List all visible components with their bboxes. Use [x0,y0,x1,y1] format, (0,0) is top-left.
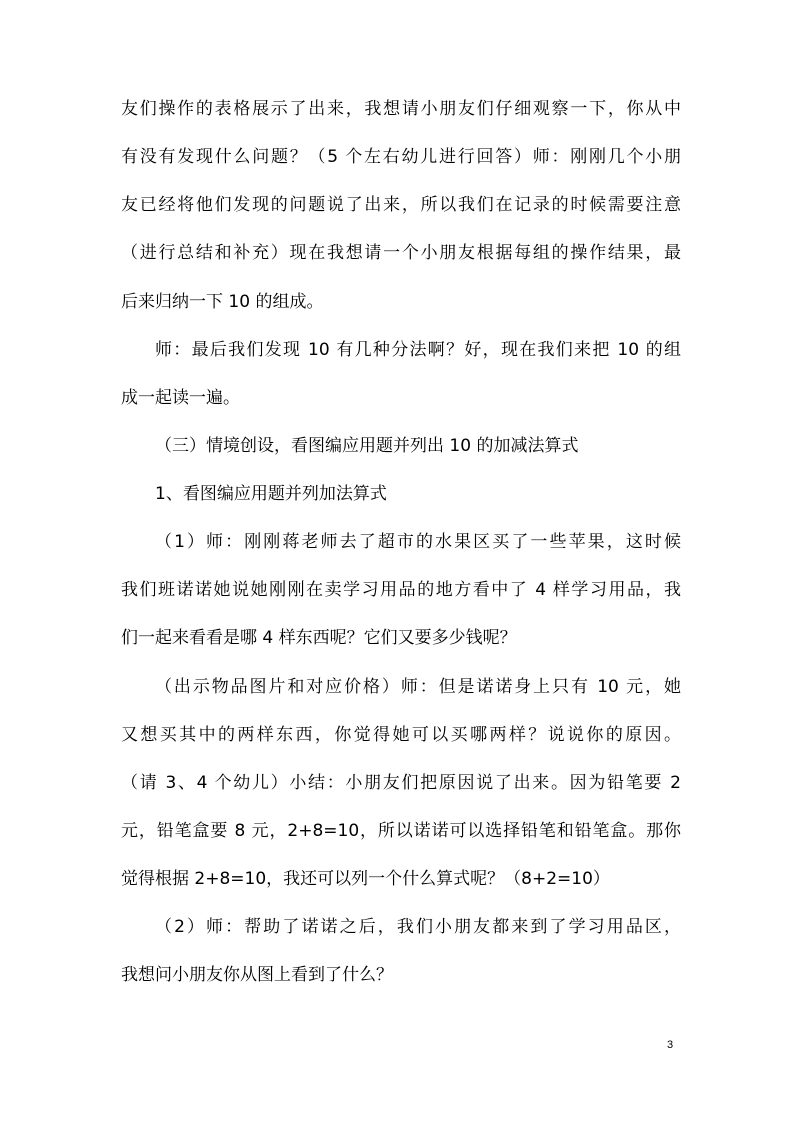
text-line: 成一起读一遍。 [121,388,240,408]
text-line: （1）师：刚刚蒋老师去了超市的水果区买了一些苹果，这时候 [155,532,681,552]
text-line: （进行总结和补充）现在我想请一个小朋友根据每组的操作结果，最 [121,243,681,263]
text-line: （请 3、4 个幼儿）小结：小朋友们把原因说了出来。因为铅笔要 2 [121,773,681,793]
text-line: 们一起来看看是哪 4 样东西呢？它们又要多少钱呢？ [121,628,517,648]
text-line: 觉得根据 2+8=10，我还可以列一个什么算式呢？（8+2=10） [121,869,610,889]
text-line: 有没有发现什么问题？（5 个左右幼儿进行回答）师：刚刚几个小朋 [121,147,681,167]
text-line: （2）师：帮助了诺诺之后，我们小朋友都来到了学习用品区， [155,917,681,937]
section-heading: （三）情境创设，看图编应用题并列出 10 的加减法算式 [155,436,579,456]
text-line: 后来归纳一下 10 的组成。 [121,292,324,312]
text-line: 元，铅笔盒要 8 元，2+8=10，所以诺诺可以选择铅笔和铅笔盒。那你 [121,821,681,841]
text-line: 我想问小朋友你从图上看到了什么？ [121,965,393,985]
text-line: （出示物品图片和对应价格）师：但是诺诺身上只有 10 元，她 [155,677,681,697]
text-line: 友已经将他们发现的问题说了出来，所以我们在记录的时候需要注意 [121,195,681,215]
page-number: 3 [667,1039,674,1051]
text-line: 我们班诺诺她说她刚刚在卖学习用品的地方看中了 4 样学习用品，我 [121,580,681,600]
text-line: 友们操作的表格展示了出来，我想请小朋友们仔细观察一下，你从中 [121,99,681,119]
text-line: 又想买其中的两样东西，你觉得她可以买哪两样？说说你的原因。 [121,725,681,745]
subsection-heading: 1、看图编应用题并列加法算式 [155,484,387,504]
text-line: 师：最后我们发现 10 有几种分法啊？好，现在我们来把 10 的组 [155,340,681,360]
